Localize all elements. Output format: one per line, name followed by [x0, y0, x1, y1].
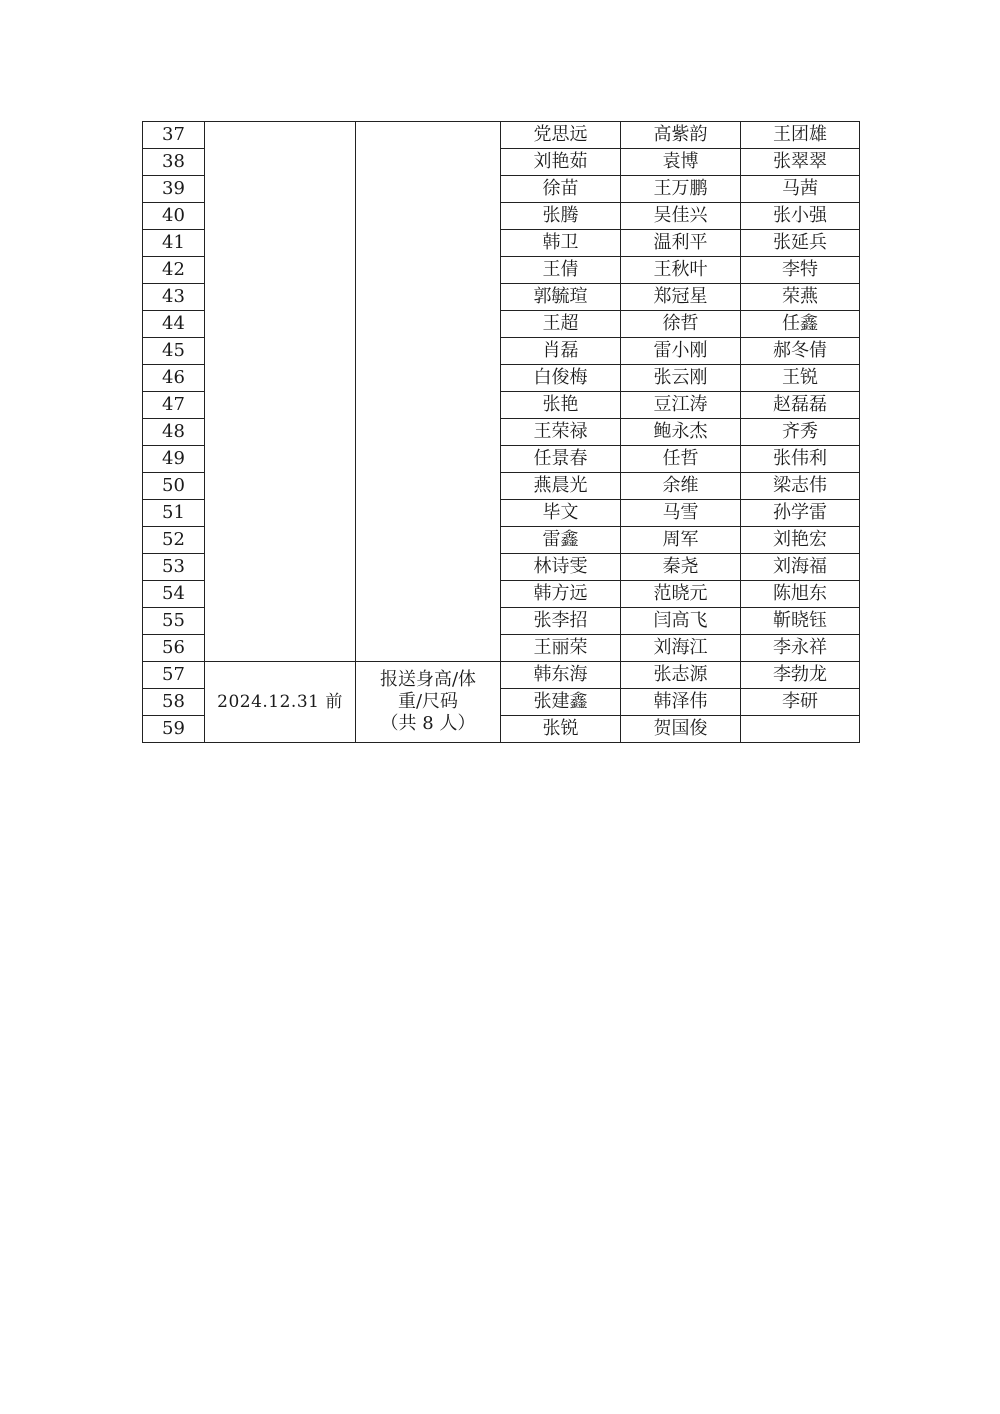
row-number-cell: 55 — [143, 608, 205, 635]
deadline-cell-group1 — [205, 122, 356, 662]
name-cell: 刘艳宏 — [741, 527, 860, 554]
name-cell: 雷小刚 — [621, 338, 741, 365]
name-cell: 王团雄 — [741, 122, 860, 149]
name-cell: 韩方远 — [501, 581, 621, 608]
name-cell: 徐哲 — [621, 311, 741, 338]
name-cell: 王超 — [501, 311, 621, 338]
name-cell: 马茜 — [741, 176, 860, 203]
name-cell: 陈旭东 — [741, 581, 860, 608]
name-cell: 王锐 — [741, 365, 860, 392]
name-cell: 党思远 — [501, 122, 621, 149]
name-cell: 孙学雷 — [741, 500, 860, 527]
name-cell: 张志源 — [621, 662, 741, 689]
table-row — [143, 122, 860, 149]
name-cell: 雷鑫 — [501, 527, 621, 554]
name-cell: 王万鹏 — [621, 176, 741, 203]
task-cell-group2 — [356, 662, 501, 743]
name-cell: 郑冠星 — [621, 284, 741, 311]
row-number-cell: 46 — [143, 365, 205, 392]
name-cell: 李特 — [741, 257, 860, 284]
row-number-cell: 42 — [143, 257, 205, 284]
name-cell: 张云刚 — [621, 365, 741, 392]
name-cell: 李研 — [741, 689, 860, 716]
name-cell: 吴佳兴 — [621, 203, 741, 230]
name-cell: 李勃龙 — [741, 662, 860, 689]
name-cell: 鲍永杰 — [621, 419, 741, 446]
name-cell: 张翠翠 — [741, 149, 860, 176]
name-cell: 韩泽伟 — [621, 689, 741, 716]
row-number-cell: 44 — [143, 311, 205, 338]
task-text-line: 报送身高/体 — [379, 669, 477, 690]
name-cell: 林诗雯 — [501, 554, 621, 581]
name-cell: 豆江涛 — [621, 392, 741, 419]
name-cell: 范晓元 — [621, 581, 741, 608]
row-number-cell: 50 — [143, 473, 205, 500]
table-row — [143, 662, 860, 689]
row-number-cell: 38 — [143, 149, 205, 176]
name-cell: 刘海福 — [741, 554, 860, 581]
name-cell: 郭毓瑄 — [501, 284, 621, 311]
row-number-cell: 49 — [143, 446, 205, 473]
name-cell: 袁博 — [621, 149, 741, 176]
row-number-cell: 57 — [143, 662, 205, 689]
name-cell: 周军 — [621, 527, 741, 554]
name-cell: 王秋叶 — [621, 257, 741, 284]
name-cell: 毕文 — [501, 500, 621, 527]
name-cell: 刘艳茹 — [501, 149, 621, 176]
name-cell: 韩东海 — [501, 662, 621, 689]
name-cell: 任哲 — [621, 446, 741, 473]
name-cell: 张伟利 — [741, 446, 860, 473]
deadline-cell-group2: 2024.12.31 前 — [205, 662, 356, 743]
name-cell: 闫高飞 — [621, 608, 741, 635]
name-cell: 燕晨光 — [501, 473, 621, 500]
name-cell: 郝冬倩 — [741, 338, 860, 365]
name-cell: 王倩 — [501, 257, 621, 284]
row-number-cell: 40 — [143, 203, 205, 230]
name-cell: 张艳 — [501, 392, 621, 419]
name-cell: 张锐 — [501, 716, 621, 743]
name-cell: 白俊梅 — [501, 365, 621, 392]
row-number-cell: 43 — [143, 284, 205, 311]
name-cell: 韩卫 — [501, 230, 621, 257]
name-cell: 赵磊磊 — [741, 392, 860, 419]
row-number-cell: 48 — [143, 419, 205, 446]
task-text-line: 重/尺码 — [397, 691, 459, 712]
name-cell: 任景春 — [501, 446, 621, 473]
name-cell: 齐秀 — [741, 419, 860, 446]
row-number-cell: 47 — [143, 392, 205, 419]
row-number-cell: 52 — [143, 527, 205, 554]
row-number-cell: 37 — [143, 122, 205, 149]
row-number-cell: 56 — [143, 635, 205, 662]
name-cell: 李永祥 — [741, 635, 860, 662]
name-cell: 张李招 — [501, 608, 621, 635]
row-number-cell: 45 — [143, 338, 205, 365]
row-number-cell: 51 — [143, 500, 205, 527]
name-cell: 高紫韵 — [621, 122, 741, 149]
row-number-cell: 41 — [143, 230, 205, 257]
name-cell: 王丽荣 — [501, 635, 621, 662]
name-cell: 秦尧 — [621, 554, 741, 581]
name-cell: 温利平 — [621, 230, 741, 257]
name-cell: 肖磊 — [501, 338, 621, 365]
name-cell: 王荣禄 — [501, 419, 621, 446]
personnel-table — [142, 121, 860, 743]
name-cell: 张建鑫 — [501, 689, 621, 716]
name-cell: 荣燕 — [741, 284, 860, 311]
name-cell: 张小强 — [741, 203, 860, 230]
name-cell: 任鑫 — [741, 311, 860, 338]
row-number-cell: 58 — [143, 689, 205, 716]
row-number-cell: 39 — [143, 176, 205, 203]
name-cell: 靳晓钰 — [741, 608, 860, 635]
name-cell: 贺国俊 — [621, 716, 741, 743]
name-cell: 刘海江 — [621, 635, 741, 662]
name-cell: 梁志伟 — [741, 473, 860, 500]
name-cell: 张延兵 — [741, 230, 860, 257]
name-cell: 徐苗 — [501, 176, 621, 203]
name-cell: 余维 — [621, 473, 741, 500]
row-number-cell: 59 — [143, 716, 205, 743]
name-cell: 马雪 — [621, 500, 741, 527]
name-cell — [741, 716, 860, 743]
task-cell-group1 — [356, 122, 501, 662]
name-cell: 张腾 — [501, 203, 621, 230]
task-text-line: （共 8 人） — [380, 713, 476, 734]
row-number-cell: 53 — [143, 554, 205, 581]
row-number-cell: 54 — [143, 581, 205, 608]
